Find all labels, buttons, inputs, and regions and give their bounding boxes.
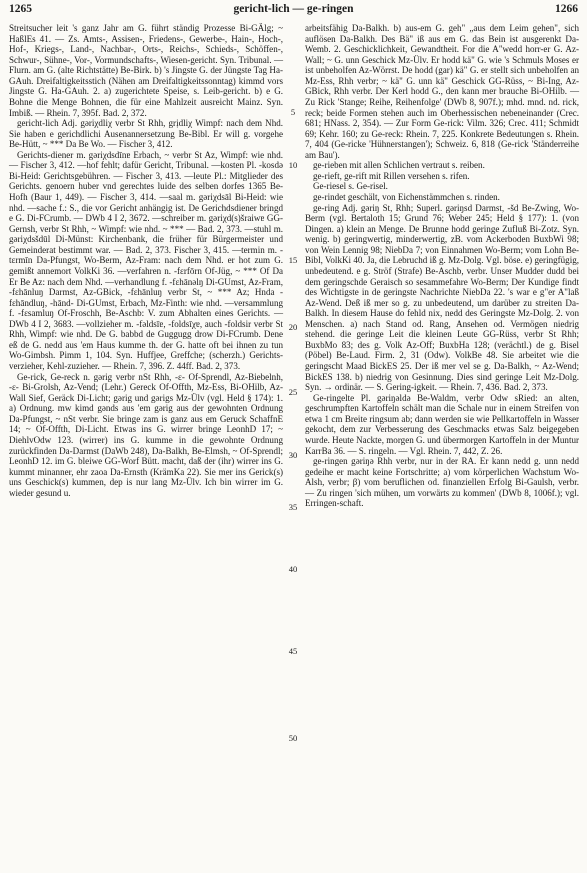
entry-paragraph: gericht-lich Adj. gəriχdliχ verbr St Rhh, grịdliχ Wimpf: nach dem Nhd. Sie haben e gerichdlichi Ausenannersetzung Be-Bibl. Er will g. vorgehe Be-Hütt, ~ *** Da Be Wo. — Fischer 3, 412. [9,118,283,150]
page-header [9,3,578,19]
entry-paragraph: Ge-rick, Ge-reck n. gərig verbr nSt Rhh, -ε- Of-Sprendl, Az-Biebelnh, -ε- Bi-Grolsh, Az-Vend; (Lehr.) Gereck Of-Offth, Mz-Ess, Bi-OHilb, Az-Wall Sief, Geräck Di-Licht; gərig und gərigs Mz-Ülv (vgl. Held § 174): 1. a) Ordnung. mw kimd gənds aus 'em gərig aus der gewohnten Ordnung Da-Pfungst, ~ nSt verbr. Sie bringe zam is ganz aus em Geruck SchaffnE 14; ~ Of-Offth, Di-Licht. Etwas ins G. wirrer bringe LeonhD 17; ~ DiehlvOdw 123. (wirrer) ins G. kumme in die gewohnte Ordnung zurückfinden Da-Darmst (DaWb 248), Da-Balkh, Be-Elmsh, ~ Of-Sprendl; LeonhD 12. im G. bleiwe GG-Worf Bütt. macht, daß der (ihr) wirrer ins G. kummt minanner, ehr zaoa Da-Ernsth (KrämKa 22). Sie mer ins Gerick(s) uns Geschick(s) kummen, dep is nur lang Mz-Ülv. Ich bin wirrer im G. wieder gesund u. [9,371,283,498]
line-number: 25 [288,387,298,397]
page-number-right: 1266 [555,3,578,15]
entry-paragraph: ge-rindet geschält, von Eichenstämmchen s. rinden. [313,192,500,202]
entry-paragraph: Ge-ringelte Pl. gəriŋəldə Be-Waldm, verbr Odw sRied: an alten, geschrumpften Kartoffeln schält man die Schale nur in einem Streifen von etwa 1 cm Breite ringsum ab; dann werden sie wie Pellkartoffeln in Wasser gekocht, dem zur Verbesserung des Geschmacks etwas Salz beigegeben wurde. Heute Nackte, morgen G. und übermorgen Kartoffeln in der Muntur KarrBa 36. — S. ringeln. — Vgl. Rhein. 7, 442, Z. 26. [305,392,579,456]
line-number: 45 [288,646,298,656]
line-number: 15 [288,255,298,265]
entry-paragraph: Gerichts-diener m. gəriχdsdīnɐ Erbach, ~ verbr St Az, Wimpf: wie nhd. — Fischer 3, 412. —hof fehlt; dafür Gericht, Tribunal. —kosten Pl. -kosdə Bi-Heid: Gerichtsgebühren. — Fischer 3, 413. —leute Pl.: Mitglieder des Gerichts. genoern huber vnd gerechtes luide des selben dorfes 1365 Be-Hofh (Baur 1, 449). — Fischer 3, 414. —saal m. gəriχdsāl Bi-Heid: wie nhd. —sache f.: S., die vor Gericht anhängig ist. De Gerichdsdiener bringd e G. Di-FCrumb. — DWb 4 I 2, 3672. —schreiber m. gəriχd(s)šraiwɐ GG-Gernsh, verbr St Rhh, ~ Wimpf: wie nhd. ~ *** — Bad. 2, 373. —stuhl m. gəriχdsšdūl Di-Münst: Kirchenbank, die früher für Bürgermeister und Gemeinderat bestimmt war. — Bad. 2, 373. Fischer 3, 415. —termin m. -tεrmīn Da-Pfungst, Wo-Berm, Az-Fram: nach dem Nhd. er hot zum G. gemißt annemort VolkKi 36. —verfahren n. -fεrfōrn Of-Jüg, ~ *** Of Da Er Be Az: nach dem Nhd. —verhandlung f. -fεhānəlŋ Di-GUmst, Az-Fram, -fεhānluŋ Darmst, Az-GBick, -fεhānluŋ verbr St, ~ *** Az; Hnda -fεhāndluŋ, -hānd- Di-GUmst, Erbach, Mz-Finth: wie nhd. —versammlung f. -fεsamluŋ Of-Froschh, Be-Aschb: V. zum Abhalten eines Gerichts. — DWb 4 I 2, 3683. —vollzieher m. -fəldsīɐ, -foldsīχɐ, auch -foldsir verbr St Rhh, Wimpf: wie nhd. De G. babbd de Guggugg drow Di-FCrumb. Dene eß de G. nedd aus 'em Haus kumme th. der G. hatte oft bei ihnen zu tun Wo-Gimbsh. Pimm 1, 104. Syn. Huffjee, Greffche; (scherzh.) Gerichts-verzieher, Kehl-zuzieher. — Rhein. 7, 396. Z. 44ff. Bad. 2, 373. [9,149,283,371]
left-column [9,23,283,498]
line-number: 20 [288,322,298,332]
line-number: 50 [288,733,298,743]
line-number-margin [284,23,302,873]
line-number: 35 [288,502,298,512]
line-number: 10 [288,160,298,170]
entry-paragraph: Streitsucher leit 's ganz Jahr am G. führt ständig Prozesse Bi-GÄlg; ~ HaßlEs 41. — Zs. Amts-, Assisen-, Friedens-, Gewerbe-, Hain-, Hoch-, Hof-, Kriegs-, Land-, Nachbar-, Orts-, Reichs-, Schieds-, Schöffen-, Schwur-, Sühne-, Vor-, Vormundschafts-, Wiesen-gericht. Syn. Tribunal. — Flurn. am G. (alte Richtstätte) Be-Birk. b) 's Jingste G. der Jüngste Tag Ha-GAuh. Dreifaltigkeitsstich (Nähen am Dreifaltigkeitssonntag) kimmd vors Jingste G. Ha-GAuh. 2. a) zugerichtete Speise, s. Leib-gericht. b) e G. Bohne die Menge Bohnen, die für eine Mahlzeit ausreicht Mainz. Syn. Imbiß. — Rhein. 7, 395f. Bad. 2, 372. [9,23,283,118]
entry-paragraph: ge-ring Adj. gəriŋ St, Rhh; Superl. gəriŋsd Darmst, -šd Be-Zwing, Wo-Berm (vgl. Bertaloth 15; Grund 76; Weber 245; Held § 177): 1. (von Dingen. a) klein an Menge. De Brunne hodd geringe Zufluß Bi-Zotz. Syn. wenig. b) geringwertig, minderwertig, zB. vom Ackerboden BuxbWi 98; von Wein Lennig 98; NiebDa 7; von Einnahmen Wo-Berm; vom Lohn Be-Bibl, VolkKi 40. Ja, die Lebruchd iß g. Mz-Dolg. Vgl. böse. e) geringfügig, unbedeutend. e g. Ströf (Strafe) Be-Aschb, verbr. Unser Mudder dudd bei dem geringschde Geraisch so sesammefahre Wo-Berm; Der Kundige findt des Wichtigste in de geringste Nachrichte NiebDa 22. 's war e g"er A"laß Az-Wend. Deß iß mer so g. zu unbedeutend, um darüber zu streiten Da-Balkh. In diesem Hause do fehld nix, nedd des Geringste Mz-Dolg. 2. von Menschen. a) nach Stand od. Rang, Ansehen od. Vermögen niedrig stehend. die geringe Leit die kleinen Leute GG-Rüss, verbr St Rhh; BuxbMo 83; des g. Volk Az-Off; BuxbHa 128; (verächtl.) de g. Bisel (Pöbel) Be-Laud. Firm. 2, 31 (Odw). VolkBe 48. Sie arbeitet wie die geringscht Maad BickES 25. Der iß mer vel se g. Da-Balkh, ~ Az-Wend; BickES 138. b) niedrig von Gesinnung. Dies sind geringe Leit Mz-Dolg. Syn. → ordinär. — S. Gering-igkeit. — Rhein. 7, 436. Bad. 2, 373. [305,202,579,393]
right-column [305,23,579,509]
running-title: gericht-lich — ge-ringen [233,3,354,15]
line-number: 30 [288,450,298,460]
line-number: 5 [290,107,296,117]
entry-paragraph: ge-ringen gəriŋə Rhh verbr, nur in der RA. Er kann nedd g. unn nedd gedeihe er macht keine Fortschritte; a) vom körperlichen Wachstum Wo-Alsh, verbr; β) vom beruflichen od. finanziellen Erfolg Bi-Gaulsh, verbr. — Zu ringen 'sich mühen, um vorwärts zu kommen' (DWb 8, 1006f.); vgl. Erringen-schaft. [305,456,579,509]
line-number: 40 [288,564,298,574]
entry-paragraph: ge-rieben mit allen Schlichen vertraut s. reiben. [313,160,485,171]
entry-paragraph: Ge-riesel s. Ge-risel. [313,181,388,192]
entry-paragraph: arbeitsfähig Da-Balkh. b) aus-em G. geh" „aus dem Leim gehen", sich auflösen Da-Balkh. Des Bä" iß aus em G. das Bein ist ausgerenkt Da-Wemb. 2. Geschicklichkeit, Gewandtheit. For die A"wedd horr-er G. Az-Wall; ~ G. unn Geschick Mz-Ülv. Er hodd kä" G. wie 's Schmuls Moses er ist unbeholfen Az-Wörrst. De hodd (gar) kä" G. er stellt sich unbeholfen an Mz-Ess, Rhh verbr; ~ kä" G. unn kä" Geschick GG-Rüss, ~ Bi-Ing, Az-GBick, Rhh verbr. Der Kerl hodd G., den kann mer brauche Bi-OHilb. — Zu Rick 'Stange; Reihe, Reihenfolge' (DWb 8, 907f.); mhd. mnd. nd. rick, reck; beide Formen stehen auch im Oberhessischen nebeneinander (Crec. 681; HNass. 2, 354). — Zur Form Ge-rick: Vilm. 326; Crec. 411; Schmidt 69; Kehr. 160; zu Ge-reck: Rhein. 7, 225. Konkrete Bedeutungen s. Rhein. 7, 404 (Ge-ricke 'Hühnerstangen'); Schweiz. 6, 818 (Ge-rick 'Ständerreihe am Bau'). [305,23,579,160]
entry-paragraph: ge-rieft, ge-rift mit Rillen versehen s. rifen. [313,170,470,181]
page-number-left: 1265 [9,3,32,15]
